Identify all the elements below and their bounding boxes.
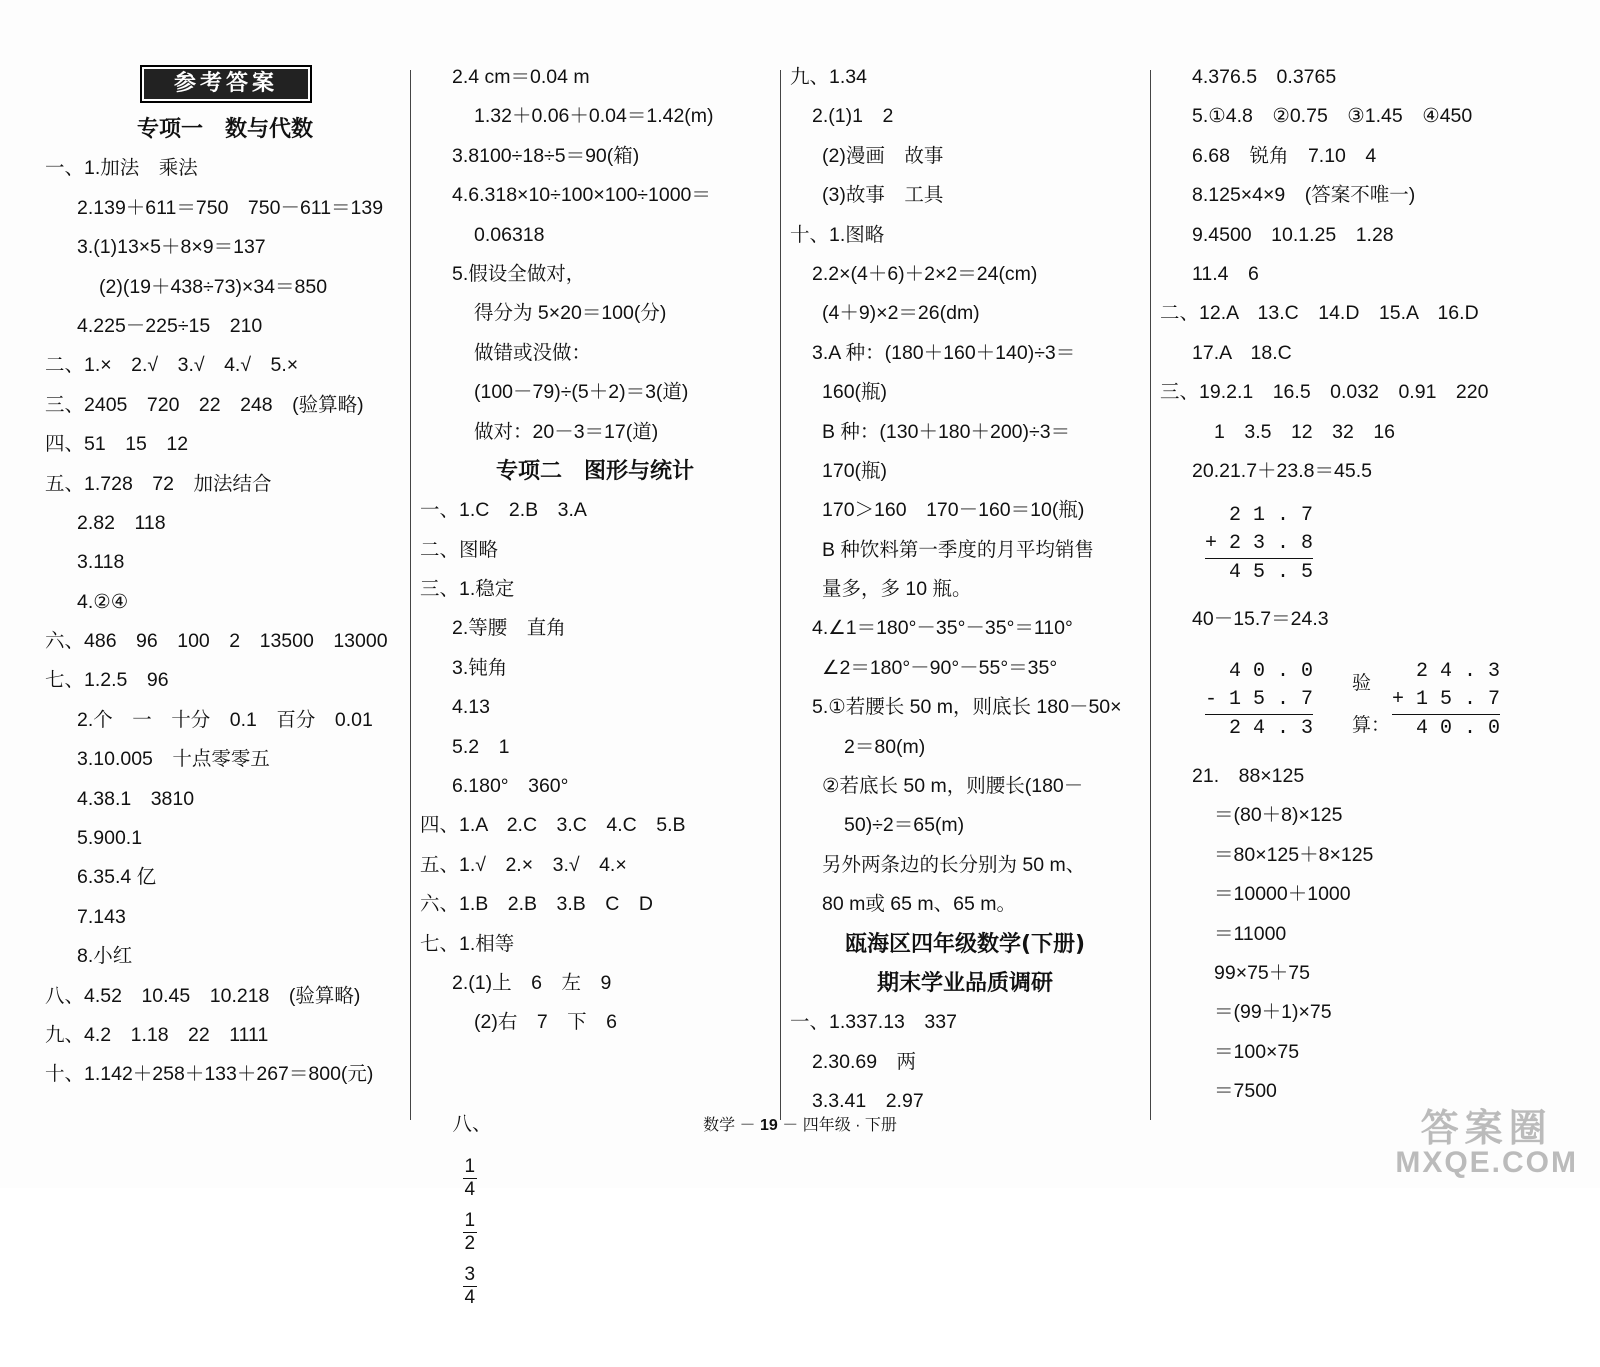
answer-line: B 种饮料第一季度的月平均销售 <box>822 538 1094 561</box>
answer-line: 5.2 1 <box>452 735 510 758</box>
answer-line: 4.②④ <box>77 590 129 613</box>
answer-line: 4.225－225÷15 210 <box>77 314 263 337</box>
answer-line: (2)漫画 故事 <box>822 144 944 167</box>
answer-line: ＝10000＋1000 <box>1214 883 1351 906</box>
answer-line: 九、1.34 <box>790 66 867 88</box>
answer-line: B 种：(130＋180＋200)÷3＝ <box>822 420 1071 443</box>
answer-line: ＝11000 <box>1214 922 1287 945</box>
section-heading: 专项一 数与代数 <box>136 117 313 142</box>
answer-line: 3.118 <box>77 551 125 574</box>
answer-line: 5.假设全做对， <box>452 262 586 285</box>
answer-line: 4.13 <box>452 696 490 719</box>
answer-line: 8.小红 <box>77 945 133 968</box>
answer-line: 十、1.图略 <box>790 223 885 246</box>
answer-line: 三、2405 720 22 248 (验算略) <box>45 393 364 416</box>
answer-line: 三、19.2.1 16.5 0.032 0.91 220 <box>1160 381 1489 404</box>
answer-line: 4.376.5 0.3765 <box>1192 66 1337 88</box>
answer-line: 3.3.41 2.97 <box>812 1090 924 1113</box>
answer-line: 170(瓶) <box>822 459 888 482</box>
answer-line: 3.(1)13×5＋8×9＝137 <box>77 236 266 259</box>
answer-lines <box>1160 58 1580 491</box>
answer-line: 1.32＋0.06＋0.04＝1.42(m) <box>474 105 714 128</box>
answer-line: 50)÷2＝65(m) <box>844 814 965 837</box>
answer-line: 6.35.4 亿 <box>77 866 157 889</box>
answer-line: 二、12.A 13.C 14.D 15.A 16.D <box>1160 302 1479 325</box>
answer-lines <box>420 491 770 1042</box>
answer-line: 做对：20－3＝17(道) <box>474 420 659 443</box>
answer-line: 4.38.1 3810 <box>77 787 195 810</box>
answer-line: 六、1.B 2.B 3.B C D <box>420 893 653 916</box>
column-divider <box>780 70 781 1120</box>
column-4 <box>1160 58 1580 491</box>
watermark-logo: 答案圈 MXQE.COM <box>1395 1108 1578 1179</box>
answer-line: 2.139＋611＝750 750－611＝139 <box>77 196 384 219</box>
answer-line: 11.4 6 <box>1192 262 1259 285</box>
column-4-lower <box>1160 757 1580 1112</box>
answer-line: 3.10.005 十点零零五 <box>77 748 270 771</box>
answer-line: 五、1.728 72 加法结合 <box>45 472 272 495</box>
answer-line: 5.①4.8 ②0.75 ③1.45 ④450 <box>1192 105 1473 128</box>
answer-line: ＝80×125＋8×125 <box>1214 843 1374 866</box>
fraction-label: 八、 <box>452 1112 492 1135</box>
answer-lines <box>790 58 1140 925</box>
footer-grade: 四年级 · 下册 <box>802 1117 897 1134</box>
answer-line: 9.4500 10.1.25 1.28 <box>1192 223 1394 246</box>
section-heading: 瓯海区四年级数学(下册) <box>844 931 1086 957</box>
answer-line: ∠2＝180°－90°－55°＝35° <box>822 656 1058 679</box>
answer-line: (100－79)÷(5＋2)＝3(道) <box>474 381 689 404</box>
answer-line: 2＝80(m) <box>844 735 926 758</box>
section-subheading: 期末学业品质调研 <box>876 970 1053 996</box>
answer-line: ＝7500 <box>1214 1080 1277 1103</box>
answer-line: 做错或没做： <box>474 341 592 364</box>
answer-line: 2.个 一 十分 0.1 百分 0.01 <box>77 708 373 731</box>
footer-subject: 数学 <box>703 1117 736 1134</box>
section-heading: 专项二 图形与统计 <box>495 458 694 484</box>
answer-line: 2.2×(4＋6)＋2×2＝24(cm) <box>812 262 1038 285</box>
answer-line: ②若底长 50 m，则腰长(180－ <box>822 775 1084 798</box>
vertical-addition: 2 1 . 7 + 2 3 . 8 4 5 . 5 <box>1205 504 1314 584</box>
check-label: 算： <box>1352 715 1391 736</box>
column-divider <box>1150 70 1151 1120</box>
subtraction-equation: 40－15.7＝24.3 <box>1192 608 1329 630</box>
answer-line: 量多，多 10 瓶。 <box>822 578 972 601</box>
answer-line: 0.06318 <box>474 223 545 246</box>
answer-line: 3.8100÷18÷5＝90(箱) <box>452 144 640 167</box>
answer-lines <box>790 1003 1140 1121</box>
answer-line: (2)(19＋438÷73)×34＝850 <box>99 275 328 298</box>
answer-line: 3.钝角 <box>452 656 508 679</box>
answer-line: 2.4 cm＝0.04 m <box>452 66 590 88</box>
answer-line: 170＞160 170－160＝10(瓶) <box>822 499 1085 522</box>
answer-line: 二、1.× 2.√ 3.√ 4.√ 5.× <box>45 354 299 377</box>
answer-line: 2.30.69 两 <box>812 1050 917 1073</box>
answer-line: 2.(1)1 2 <box>812 105 894 128</box>
column-divider <box>410 70 411 1120</box>
answer-line: 99×75＋75 <box>1214 961 1310 984</box>
answer-lines <box>1160 757 1580 1112</box>
answer-line: 80 m或 65 m、65 m。 <box>822 893 1016 916</box>
answer-line: 四、51 15 12 <box>45 433 189 456</box>
vertical-check-addition: 2 4 . 3 + 1 5 . 7 4 0 . 0 <box>1392 660 1501 740</box>
answer-lines <box>45 149 405 1094</box>
answer-line: 4.∠1＝180°－35°－35°＝110° <box>812 617 1073 640</box>
column-3 <box>790 58 1140 1122</box>
answer-line: 九、4.2 1.18 22 1111 <box>45 1023 269 1046</box>
fraction: $\frac{3}{4}$ <box>464 1264 476 1309</box>
answer-line: 一、1.337.13 337 <box>790 1011 957 1034</box>
answer-line: 2.(1)上 6 左 9 <box>452 971 612 994</box>
answer-line: 五、1.√ 2.× 3.√ 4.× <box>420 853 627 876</box>
answer-line: 一、1.加法 乘法 <box>45 157 198 180</box>
answer-line: 2.82 118 <box>77 511 166 534</box>
answer-line: 一、1.C 2.B 3.A <box>420 499 587 522</box>
answer-line: 四、1.A 2.C 3.C 4.C 5.B <box>420 814 686 837</box>
answer-line: (3)故事 工具 <box>822 184 944 207</box>
answer-line: 1 3.5 12 32 16 <box>1214 420 1396 443</box>
answer-line: 6.68 锐角 7.10 4 <box>1192 144 1377 167</box>
page-footer: 数学 － 19 － 四年级 · 下册 <box>703 1117 897 1134</box>
answer-line: (2)右 7 下 6 <box>474 1011 618 1034</box>
answer-line: 7.143 <box>77 905 126 928</box>
fraction: $\frac{1}{2}$ <box>464 1210 476 1255</box>
check-label: 验 <box>1352 673 1372 694</box>
answer-line: 160(瓶) <box>822 381 888 404</box>
answer-line: 4.6.318×10÷100×100÷1000＝ <box>452 184 711 207</box>
answer-line: 七、1.相等 <box>420 932 515 955</box>
page-number: 19 <box>759 1117 778 1134</box>
answer-line: 3.A 种：(180＋160＋140)÷3＝ <box>812 341 1076 364</box>
vertical-subtraction: 4 0 . 0 - 1 5 . 7 2 4 . 3 <box>1205 660 1314 740</box>
fraction: $\frac{1}{4}$ <box>464 1156 476 1201</box>
answer-line: 得分为 5×20＝100(分) <box>474 302 667 325</box>
answer-line: 三、1.稳定 <box>420 578 515 601</box>
answer-lines <box>420 58 770 452</box>
answer-line: 21. 88×125 <box>1192 765 1305 787</box>
answer-line: 5.①若腰长 50 m，则底长 180－50× <box>812 696 1122 719</box>
answer-banner: 参考答案 <box>140 65 312 103</box>
answer-line: 七、1.2.5 96 <box>45 669 169 692</box>
answer-line: 另外两条边的长分别为 50 m、 <box>822 853 1086 876</box>
answer-line: 5.900.1 <box>77 827 143 850</box>
answer-line: ＝(80＋8)×125 <box>1214 804 1343 827</box>
column-1 <box>45 110 405 1095</box>
answer-line: ＝100×75 <box>1214 1040 1300 1063</box>
answer-line: 十、1.142＋258＋133＋267＝800(元) <box>45 1063 374 1086</box>
answer-line: 8.125×4×9 (答案不唯一) <box>1192 184 1416 207</box>
answer-line: 17.A 18.C <box>1192 341 1292 364</box>
answer-line: 6.180° 360° <box>452 775 569 798</box>
answer-line: 八、4.52 10.45 10.218 (验算略) <box>45 984 361 1007</box>
answer-line: 2.等腰 直角 <box>452 617 566 640</box>
answer-line: 20.21.7＋23.8＝45.5 <box>1192 459 1372 482</box>
answer-line: 六、486 96 100 2 13500 13000 <box>45 630 388 653</box>
answer-line: (4＋9)×2＝26(dm) <box>822 302 980 325</box>
answer-line: ＝(99＋1)×75 <box>1214 1001 1332 1024</box>
answer-line: 二、图略 <box>420 538 499 561</box>
